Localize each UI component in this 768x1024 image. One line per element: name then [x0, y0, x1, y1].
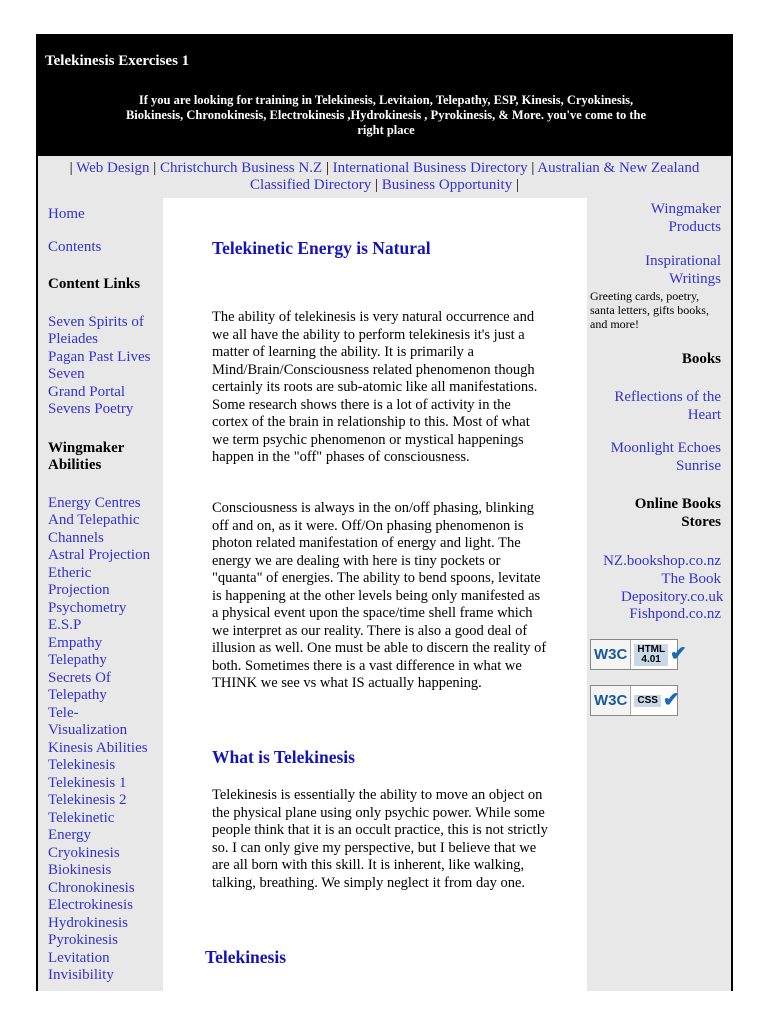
store-link-fishpond[interactable]: Fishpond.co.nz — [629, 606, 721, 622]
sidebar-link-secrets-of-telepathy[interactable]: Secrets Of Telepathy — [48, 669, 111, 703]
paragraph-telekinetic-energy: The ability of telekinesis is very natural occurrence and we all have the ability to perform telekinesis it's just a matter of learning the ability. It is primarily a Mind/Brain/Consciousness related phenomenon though certainly its roots are sub-atomic like all manifestations. Some research shows there is a lot of activity in the cortex of the brain in relationship to this. Most of what we term psychic phenomenon or mystical happenings happen in the "off" phases of consciousness. — [212, 309, 538, 465]
sidebar-link-levitation[interactable]: Levitation — [48, 949, 110, 966]
css-badge-label: CSS — [634, 695, 661, 707]
sidebar-link-biokinesis[interactable]: Biokinesis — [48, 862, 112, 878]
checkmark-icon: ✔ — [669, 642, 687, 665]
nav-separator: | — [531, 160, 535, 176]
sidebar-link-pyrokinesis[interactable]: Pyrokinesis — [48, 932, 119, 948]
paragraph-what-is-telekinesis: Telekinesis is essentially the ability to move an object on the physical plane using only psychic power. While some people think that it is an occult practice, this is not strictly so. I can only give my perspective, but I believe that we are all born with this skill. It is inherent, like walking, talking, breathing. We simply neglect it from day one. — [212, 787, 548, 891]
online-stores-heading: Online Books Stores — [634, 496, 721, 530]
sidebar-link-invisibility[interactable]: Invisibility — [48, 967, 114, 983]
checkmark-icon: ✔ — [662, 688, 680, 711]
heading-telekinesis: Telekinesis — [205, 947, 287, 967]
sidebar-link-tele-visualization[interactable]: Tele-Visualization — [48, 704, 128, 738]
content-links-heading: Content Links — [48, 276, 141, 292]
sidebar-link-chronokinesis[interactable]: Chronokinesis — [48, 879, 135, 896]
sidebar-link-electrokinesis[interactable]: Electrokinesis — [48, 897, 133, 913]
main-content — [163, 198, 587, 991]
sidebar-link-pagan-past-lives[interactable]: Pagan Past Lives — [48, 348, 151, 365]
sidebar-link-telekinesis-1[interactable]: Telekinesis 1 — [48, 774, 127, 791]
sidebar-link-kinesis-abilities[interactable]: Kinesis Abilities — [48, 739, 148, 756]
html-badge-label: HTML 4.01 — [634, 644, 668, 666]
right-sidebar — [587, 198, 731, 991]
top-navigation — [38, 156, 731, 198]
nav-separator: | — [375, 177, 379, 193]
sidebar-link-wingmaker-products[interactable]: Wingmaker Products — [650, 201, 721, 235]
sidebar-link-hydrokinesis[interactable]: Hydrokinesis — [48, 914, 128, 931]
nav-link-au-nz-classified[interactable]: Australian & New Zealand Classified Directory — [250, 160, 700, 193]
books-heading: Books — [681, 351, 721, 367]
sidebar-link-telepathic-channels[interactable]: And Telepathic Channels — [48, 512, 140, 546]
nav-link-international-directory[interactable]: International Business Directory — [332, 160, 528, 176]
site-title: Telekinesis Exercises 1 — [45, 53, 190, 69]
site-tagline: If you are looking for training in Telekinesis, Levitaion, Telepathy, ESP, Kinesis, Cryokinesis, Biokinesis, Chronokinesis, Electrokinesis ,Hydrokinesis , Pyrokinesis, & More. you've come to the right place — [125, 93, 647, 137]
sidebar-link-moonlight-echoes-sunrise[interactable]: Moonlight Echoes Sunrise — [610, 440, 721, 474]
nav-link-business-opportunity[interactable]: Business Opportunity — [381, 177, 513, 193]
nav-separator: | — [69, 160, 73, 176]
paragraph-consciousness: Consciousness is always in the on/off phasing, blinking off and on, as it were. Off/On phasing phenomenon is photon related manifestation of energy and light. The energy we are dealing with here is tiny pockets or "quanta" of energies. The ability to bend spoons, levitate is happening at the other levels being only manifested as a physical event upon the space/time shell frame which we interpret as our reality. There is also a good deal of illusion as well. One must be able to discern the reality of both. Sometimes there is a vast difference in what we THINK we see vs what IS actually happening. — [212, 500, 547, 691]
wingmaker-abilities-heading: Wingmaker Abilities — [48, 439, 125, 473]
heading-what-is-telekinesis: What is Telekinesis — [212, 747, 355, 767]
sidebar-link-seven[interactable]: Seven — [48, 366, 85, 382]
w3c-html-badge[interactable] — [590, 639, 687, 670]
sidebar-link-etheric-projection[interactable]: Etheric Projection — [48, 564, 110, 598]
sidebar-link-telepathy[interactable]: Telepathy — [48, 652, 107, 668]
sidebar-link-reflections-of-the-heart[interactable]: Reflections of the Heart — [614, 389, 721, 423]
w3c-logo: W3C — [591, 640, 631, 669]
sidebar-link-esp[interactable]: E.S.P — [48, 617, 82, 633]
nav-link-web-design[interactable]: Web Design — [76, 160, 150, 176]
site-header — [36, 34, 733, 156]
w3c-logo: W3C — [591, 686, 631, 715]
sidebar-link-seven-spirits[interactable]: Seven Spirits of Pleiades — [48, 313, 144, 347]
page-frame — [36, 34, 733, 991]
store-link-nz-bookshop[interactable]: NZ.bookshop.co.nz — [603, 553, 721, 569]
heading-telekinetic-energy: Telekinetic Energy is Natural — [212, 238, 431, 258]
sidebar-link-telekinesis-2[interactable]: Telekinesis 2 — [48, 792, 127, 808]
sidebar-link-energy-centres[interactable]: Energy Centres — [48, 494, 141, 511]
nav-separator: | — [325, 160, 329, 176]
sidebar-link-telekinetic-energy[interactable]: Telekinetic Energy — [48, 809, 115, 843]
sidebar-link-home[interactable]: Home — [48, 206, 85, 222]
sidebar-link-cryokinesis[interactable]: Cryokinesis — [48, 844, 120, 861]
sidebar-link-contents[interactable]: Contents — [48, 238, 102, 255]
sidebar-link-sevens-poetry[interactable]: Sevens Poetry — [48, 401, 134, 417]
sidebar-link-inspirational-writings[interactable]: Inspirational Writings — [645, 253, 721, 287]
sidebar-link-psychometry[interactable]: Psychometry — [48, 599, 127, 616]
w3c-css-badge[interactable] — [590, 685, 678, 716]
nav-separator: | — [515, 177, 519, 193]
sidebar-link-empathy[interactable]: Empathy — [48, 634, 103, 651]
sidebar-link-grand-portal[interactable]: Grand Portal — [48, 383, 126, 400]
nav-separator: | — [153, 160, 157, 176]
nav-link-christchurch-business[interactable]: Christchurch Business N.Z — [160, 160, 323, 176]
sidebar-link-telekinesis[interactable]: Telekinesis — [48, 757, 116, 773]
store-link-book-depository[interactable]: The Book Depository.co.uk — [621, 571, 724, 605]
sidebar-link-astral-projection[interactable]: Astral Projection — [48, 547, 151, 563]
left-sidebar — [38, 198, 163, 991]
writings-description: Greeting cards, poetry, santa letters, gifts books, and more! — [590, 289, 709, 331]
